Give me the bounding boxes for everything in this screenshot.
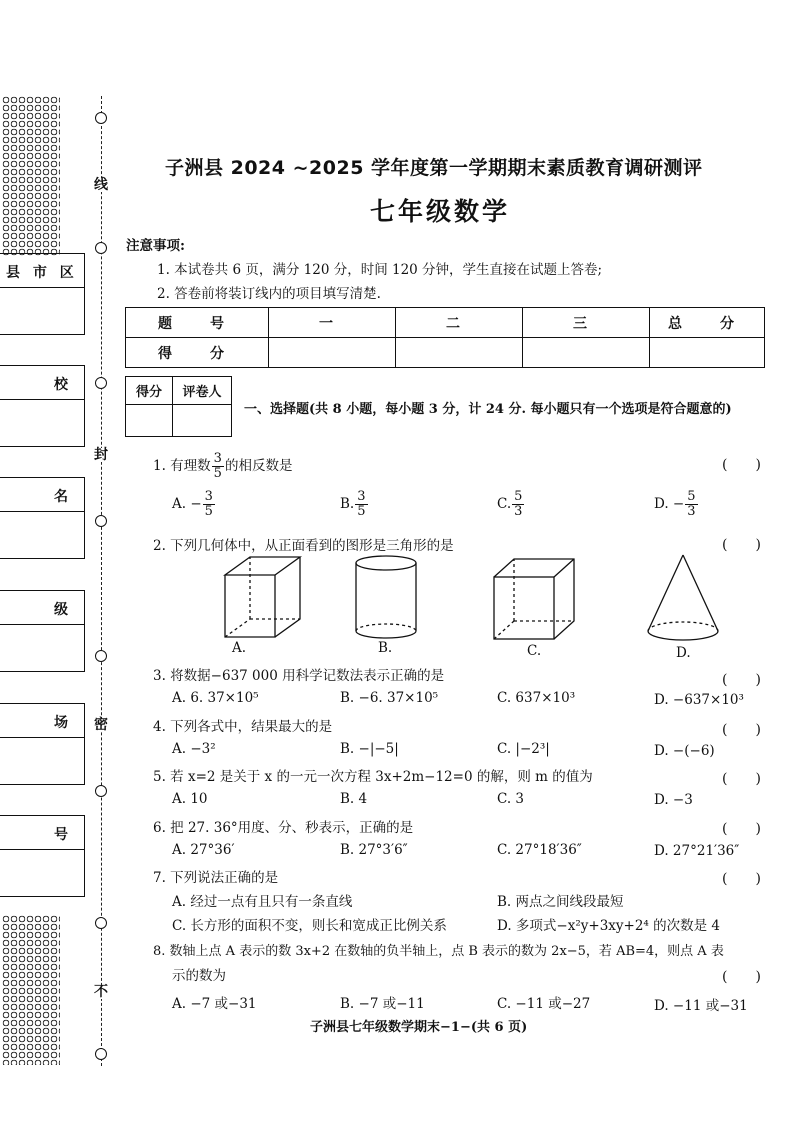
- q2-label-b: B.: [378, 640, 393, 656]
- q7-stem: 7. 下列说法正确的是: [153, 870, 279, 886]
- grader-score-label: 得分: [126, 377, 173, 405]
- notice-item-2: 2. 答卷前将装订线内的项目填写清楚.: [157, 286, 381, 302]
- q6-option-b[interactable]: B. 27°3′6″: [340, 842, 408, 858]
- name-label: 名: [54, 489, 76, 505]
- q1-stem-fraction: $\frac{3}{5}$: [213, 451, 222, 481]
- exam-room-field[interactable]: [0, 703, 85, 785]
- q2-label-d: D.: [676, 645, 691, 661]
- q6-stem: 6. 把 27. 36°用度、分、秒表示，正确的是: [153, 820, 414, 836]
- q5-stem: 5. 若 x=2 是关于 x 的一元一次方程 3x+2m−12=0 的解，则 m 的值为: [153, 769, 593, 785]
- score-cell-2[interactable]: [396, 338, 523, 368]
- q1-option-a[interactable]: A. − $\frac{3}{5}$: [172, 489, 213, 519]
- binding-circle-marker: [95, 785, 107, 797]
- grader-name-label: 评卷人: [173, 377, 232, 405]
- binding-word-feng: 封: [94, 447, 108, 463]
- q4-option-a[interactable]: A. −3²: [172, 741, 216, 757]
- notice-heading: 注意事项:: [126, 238, 185, 254]
- exam-title: 子洲县 2024 ~2025 学年度第一学期期末素质教育调研测评: [165, 157, 703, 179]
- q4-option-d[interactable]: D. −(−6): [654, 743, 715, 759]
- cone-figure[interactable]: [645, 553, 725, 648]
- q8-stem: 8. 数轴上点 A 表示的数 3x+2 在数轴的负半轴上，点 B 表示的数为 2x−5，若 AB=4，则点 A 表: [153, 944, 724, 959]
- q3-answer-paren[interactable]: ( ): [722, 672, 761, 688]
- grader-name-cell[interactable]: [173, 405, 232, 437]
- q1-option-d[interactable]: D. − $\frac{5}{3}$: [654, 489, 696, 519]
- q8-answer-paren[interactable]: ( ): [722, 969, 761, 985]
- binding-circle-marker: [95, 1048, 107, 1060]
- q4-option-c[interactable]: C. |−2³|: [497, 741, 550, 757]
- notice-item-1: 1. 本试卷共 6 页，满分 120 分，时间 120 分钟，学生直接在试题上答卷;: [157, 262, 603, 278]
- q3-option-c[interactable]: C. 637×10³: [497, 690, 576, 706]
- q2-label-a: A.: [232, 640, 247, 656]
- binding-word-xian: 线: [94, 177, 108, 193]
- binding-word-bu: 不: [94, 984, 108, 1000]
- grader-score-cell[interactable]: [126, 405, 173, 437]
- q8-option-c[interactable]: C. −11 或−27: [497, 996, 591, 1012]
- q7-option-b[interactable]: B. 两点之间线段最短: [497, 894, 624, 910]
- q1-option-b[interactable]: B. $\frac{3}{5}$: [340, 489, 366, 519]
- q4-stem: 4. 下列各式中，结果最大的是: [153, 719, 333, 735]
- cube-figure[interactable]: [492, 557, 582, 647]
- q5-option-c[interactable]: C. 3: [497, 791, 525, 807]
- q8-option-a[interactable]: A. −7 或−31: [172, 996, 257, 1012]
- q8-option-b[interactable]: B. −7 或−11: [340, 996, 425, 1012]
- q1-answer-paren[interactable]: ( ): [722, 457, 761, 473]
- exam-subject: 七年级数学: [370, 197, 511, 226]
- binding-circle-marker: [95, 242, 107, 254]
- section-1-heading: 一、选择题(共 8 小题，每小题 3 分，计 24 分. 每小题只有一个选项是符合题意的): [244, 402, 732, 417]
- exam-room-label: 场: [54, 715, 76, 731]
- binding-dot-pattern-top: [2, 96, 60, 256]
- q6-option-d[interactable]: D. 27°21′36″: [654, 843, 740, 859]
- binding-circle-marker: [95, 112, 107, 124]
- score-header-1: 一: [269, 308, 396, 338]
- score-table: [125, 307, 765, 368]
- q1-option-c[interactable]: C. $\frac{5}{3}$: [497, 489, 523, 519]
- q8-option-d[interactable]: D. −11 或−31: [654, 998, 748, 1014]
- q6-option-c[interactable]: C. 27°18′36″: [497, 842, 582, 858]
- score-cell-total[interactable]: [650, 338, 765, 368]
- county-field[interactable]: [0, 253, 85, 335]
- class-field[interactable]: [0, 590, 85, 672]
- county-label: 县 市 区: [6, 265, 78, 281]
- q2-stem: 2. 下列几何体中，从正面看到的图形是三角形的是: [153, 538, 454, 554]
- q3-option-d[interactable]: D. −637×10³: [654, 692, 744, 708]
- binding-word-mi: 密: [94, 717, 108, 733]
- cylinder-figure[interactable]: [353, 555, 433, 645]
- binding-circle-marker: [95, 917, 107, 929]
- q7-option-d[interactable]: D. 多项式−x²y+3xy+2⁴ 的次数是 4: [497, 918, 721, 934]
- q3-option-a[interactable]: A. 6. 37×10⁵: [172, 690, 259, 706]
- q2-answer-paren[interactable]: ( ): [722, 537, 761, 553]
- triangular-prism-figure[interactable]: [220, 555, 310, 645]
- score-cell-3[interactable]: [523, 338, 650, 368]
- q2-label-c: C.: [527, 643, 542, 659]
- binding-circle-marker: [95, 377, 107, 389]
- exam-number-label: 号: [54, 827, 76, 843]
- q5-answer-paren[interactable]: ( ): [722, 771, 761, 787]
- q6-answer-paren[interactable]: ( ): [722, 821, 761, 837]
- exam-number-field[interactable]: [0, 815, 85, 897]
- binding-dot-pattern-bottom: [2, 915, 60, 1065]
- score-header-label: 题 号: [126, 308, 269, 338]
- score-cell-1[interactable]: [269, 338, 396, 368]
- score-header-3: 三: [523, 308, 650, 338]
- q3-option-b[interactable]: B. −6. 37×10⁵: [340, 690, 439, 706]
- class-label: 级: [54, 602, 76, 618]
- score-header-2: 二: [396, 308, 523, 338]
- q5-option-d[interactable]: D. −3: [654, 792, 693, 808]
- name-field[interactable]: [0, 477, 85, 559]
- q3-stem: 3. 将数据−637 000 用科学记数法表示正确的是: [153, 668, 445, 684]
- q7-option-a[interactable]: A. 经过一点有且只有一条直线: [172, 894, 353, 910]
- binding-circle-marker: [95, 515, 107, 527]
- page-footer: 子洲县七年级数学期末−1−(共 6 页): [310, 1020, 528, 1035]
- q1-stem: 1. 有理数 $\frac{3}{5}$ 的相反数是: [153, 451, 293, 481]
- school-field[interactable]: 校: [0, 365, 85, 447]
- q5-option-b[interactable]: B. 4: [340, 791, 368, 807]
- q7-option-c[interactable]: C. 长方形的面积不变，则长和宽成正比例关系: [172, 918, 447, 934]
- score-row-label: 得 分: [126, 338, 269, 368]
- q4-option-b[interactable]: B. −|−5|: [340, 741, 399, 757]
- q6-option-a[interactable]: A. 27°36′: [172, 842, 235, 858]
- q7-answer-paren[interactable]: ( ): [722, 871, 761, 887]
- grader-table: [125, 376, 232, 437]
- score-header-total: 总 分: [650, 308, 765, 338]
- binding-circle-marker: [95, 650, 107, 662]
- q5-option-a[interactable]: A. 10: [172, 791, 208, 807]
- q8-stem-continued: 示的数为: [172, 968, 226, 984]
- q4-answer-paren[interactable]: ( ): [722, 722, 761, 738]
